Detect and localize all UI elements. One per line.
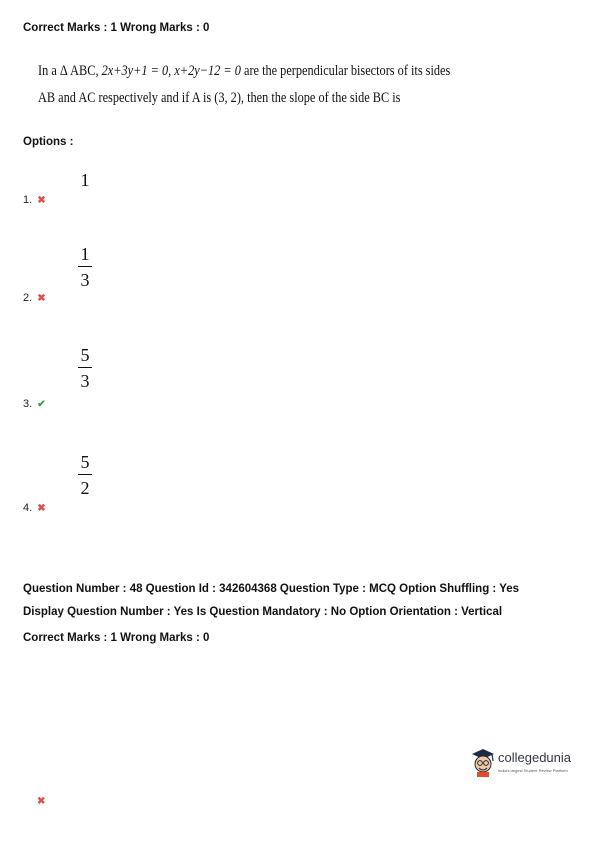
fraction-bar — [78, 367, 92, 368]
wrong-icon: ✖ — [37, 293, 46, 304]
option-2-label: 2. — [23, 292, 33, 304]
option-4-denominator: 2 — [80, 478, 90, 498]
options-heading: Options : — [23, 136, 74, 148]
option-4-numerator: 5 — [80, 452, 90, 472]
option-4-value — [77, 452, 93, 498]
option-2-value — [77, 244, 93, 290]
option-2-numerator: 1 — [80, 244, 90, 264]
question-meta-line-3: Correct Marks : 1 Wrong Marks : 0 — [23, 632, 210, 644]
option-3-label: 3. — [23, 398, 33, 410]
option-4[interactable] — [23, 502, 46, 514]
wrong-icon: ✖ — [37, 503, 46, 514]
wrong-icon: ✖ — [37, 796, 46, 807]
option-1[interactable] — [23, 194, 46, 206]
option-1-label: 1. — [23, 194, 33, 206]
option-2-denominator: 3 — [80, 270, 90, 290]
fraction-bar — [78, 266, 92, 267]
question-line-2: AB and AC respectively and if A is (3, 2), then the slope of the side BC is — [38, 90, 401, 106]
option-1-value: 1 — [80, 170, 90, 190]
option-3[interactable] — [23, 398, 46, 410]
option-3-numerator: 5 — [80, 345, 90, 365]
question-meta-line-1: Question Number : 48 Question Id : 342604368 Question Type : MCQ Option Shuffling : Yes — [23, 583, 520, 595]
fraction-bar — [78, 474, 92, 475]
option-3-denominator: 3 — [80, 371, 90, 391]
option-3-value — [77, 345, 93, 391]
question-line-1: In a Δ ABC, 2x+3y+1 = 0, x+2y−12 = 0 are the perpendicular bisectors of its sides — [38, 63, 451, 79]
option-4-label: 4. — [23, 502, 33, 514]
check-icon: ✔ — [37, 399, 46, 410]
question-meta-line-2: Display Question Number : Yes Is Question Mandatory : No Option Orientation : Vertical — [23, 606, 503, 618]
question-text — [38, 58, 450, 112]
logo-tagline: India's largest Student Review Platform — [498, 768, 568, 773]
graduate-mascot-icon — [470, 746, 496, 778]
wrong-icon: ✖ — [37, 195, 46, 206]
option-2[interactable] — [23, 292, 46, 304]
logo-name: collegedunia — [498, 750, 572, 765]
marks-info: Correct Marks : 1 Wrong Marks : 0 — [23, 22, 210, 34]
